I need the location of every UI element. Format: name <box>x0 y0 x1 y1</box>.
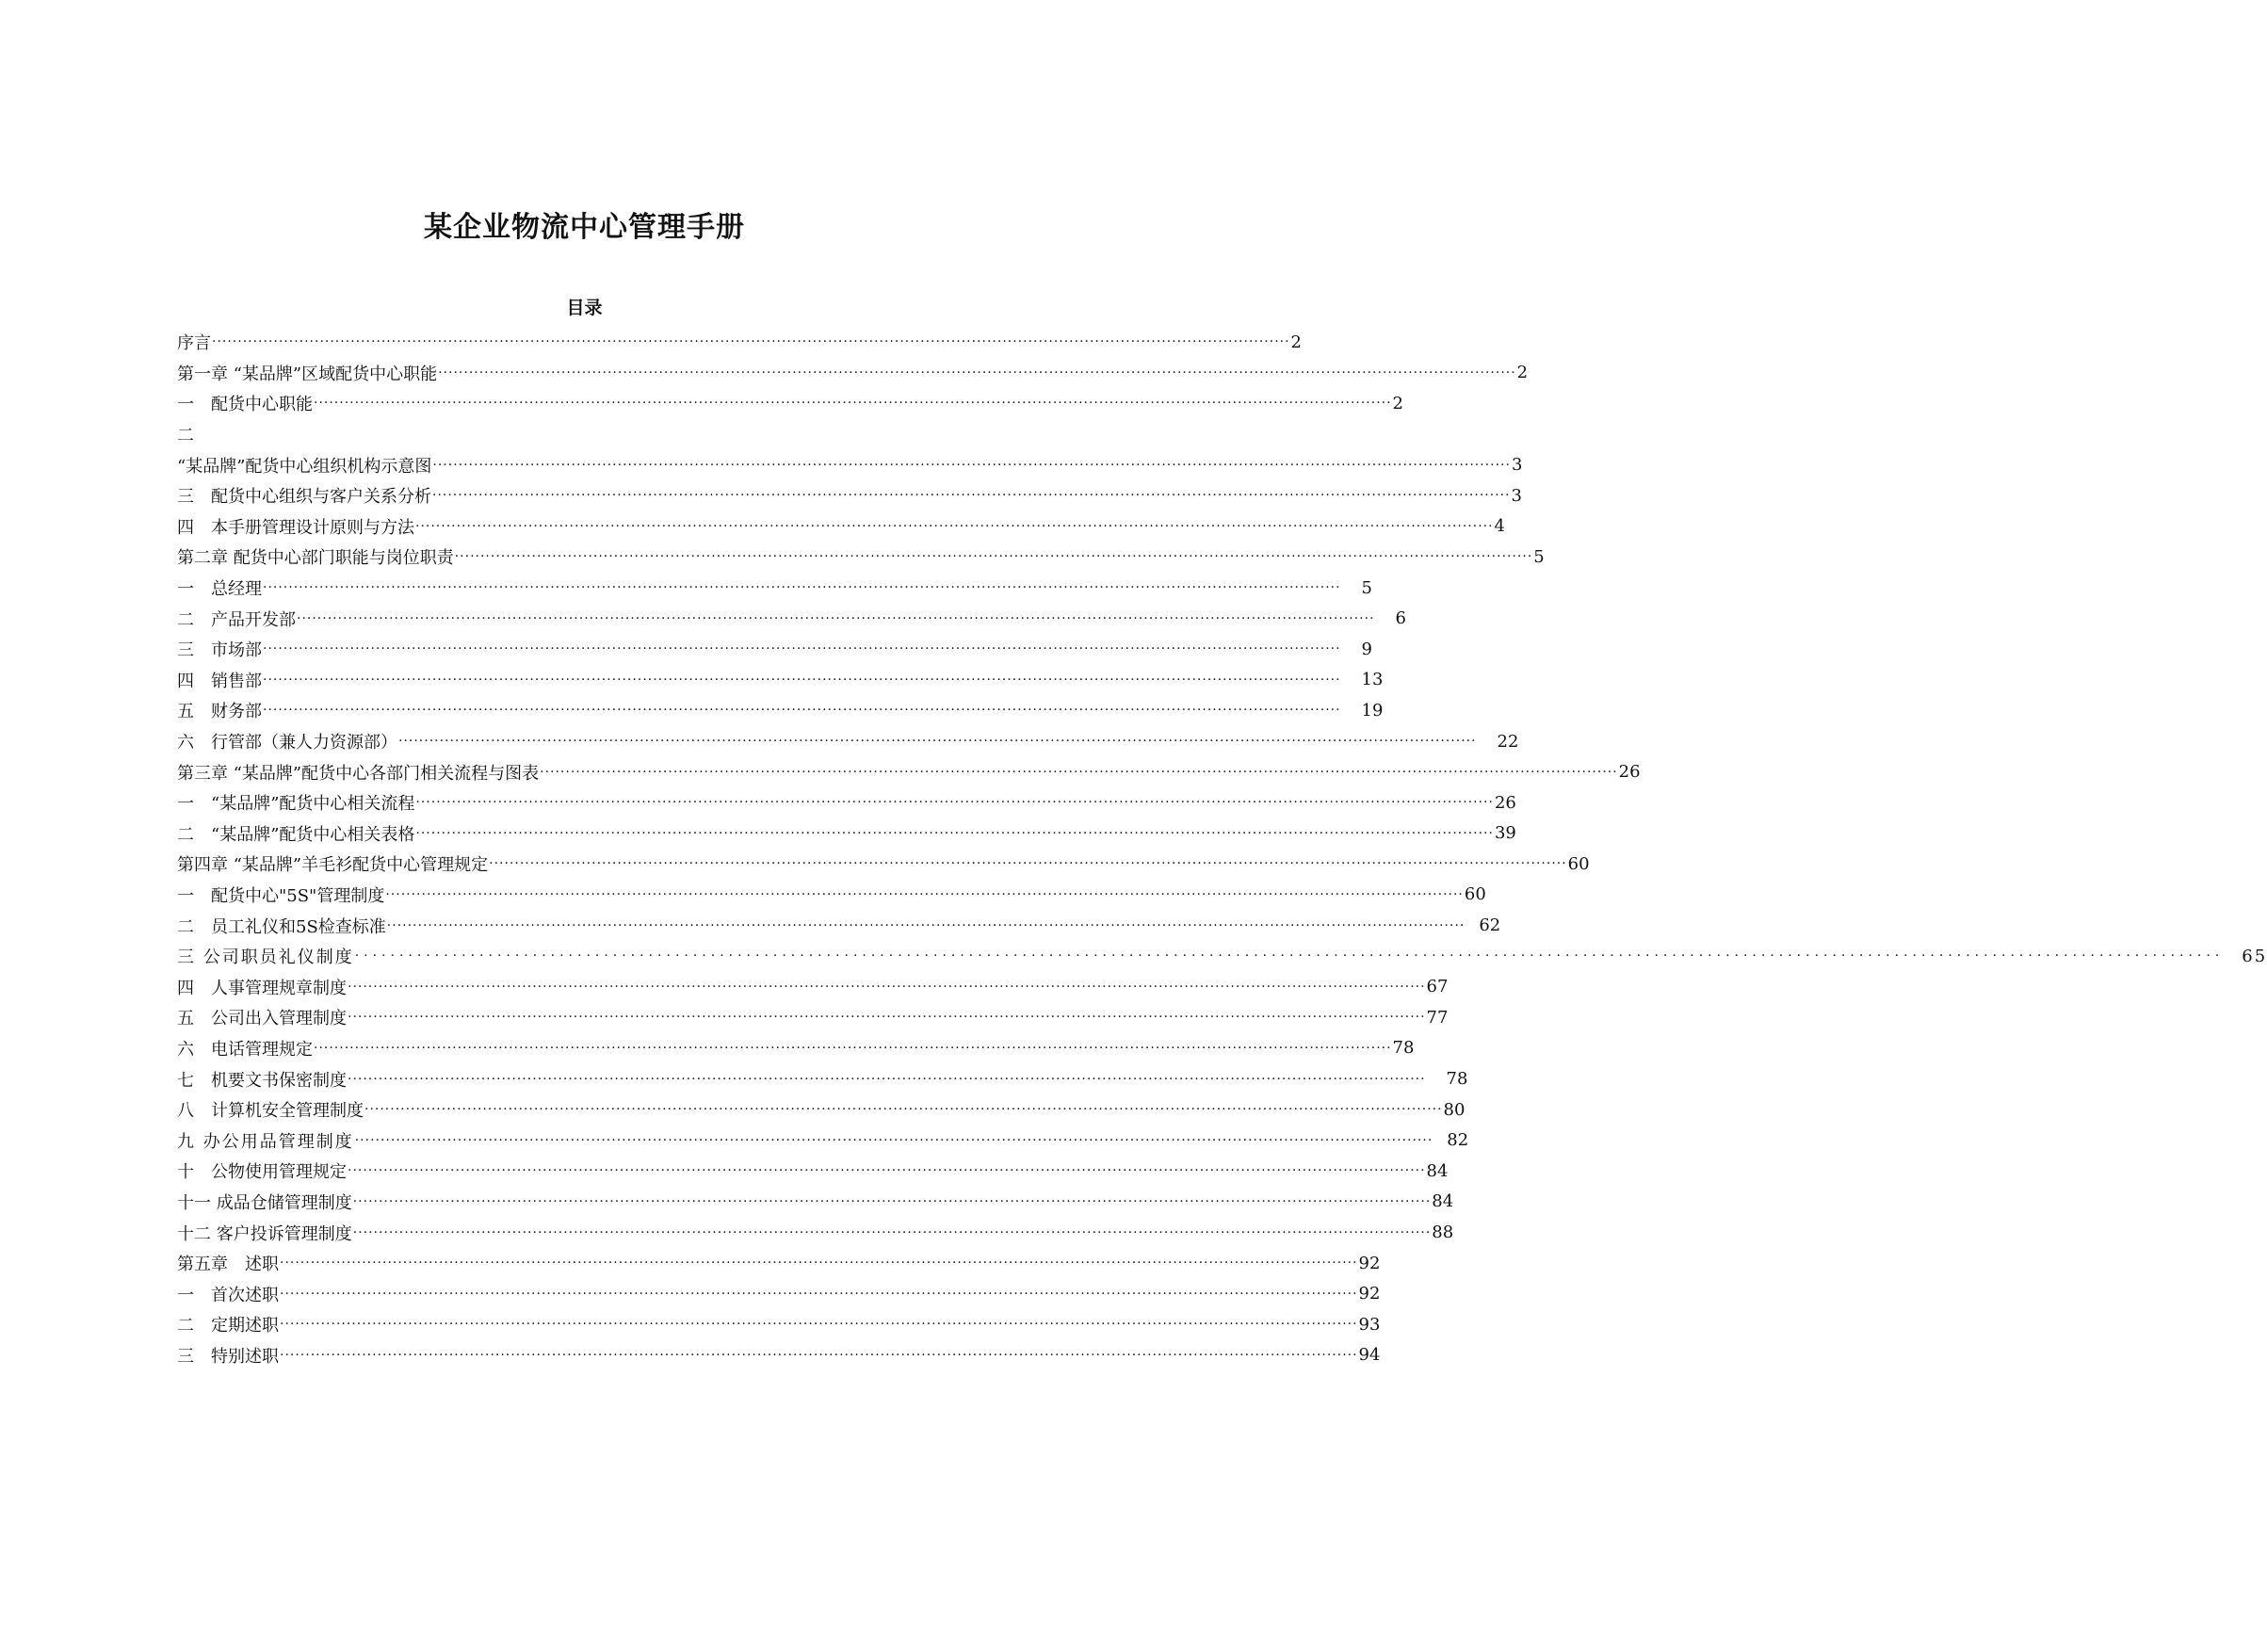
toc-entry-page: 19 <box>1361 700 1384 721</box>
dot-leader <box>280 1255 1358 1271</box>
dot-leader <box>387 918 1465 933</box>
dot-leader <box>385 887 1464 902</box>
dot-leader <box>314 396 1392 411</box>
toc-entry-page: 88 <box>1432 1223 1454 1243</box>
toc-entry[interactable] <box>177 480 1522 511</box>
toc-entry-page: 3 <box>1511 455 1523 476</box>
toc-entry-label: 五 公司出入管理制度 <box>177 1009 347 1029</box>
toc-entry-label: 一 总经理 <box>177 579 262 600</box>
toc-entry-page: 93 <box>1358 1314 1381 1335</box>
toc-entry-label: 二 “某品牌”配货中心相关表格 <box>177 824 415 845</box>
toc-entry[interactable] <box>177 1187 1454 1218</box>
toc-entry[interactable] <box>177 358 1529 389</box>
toc-entry[interactable] <box>177 818 1516 850</box>
toc-entry-page: 5 <box>1533 546 1545 567</box>
toc-entry-page: 2 <box>1516 363 1529 383</box>
dot-leader <box>364 1102 1443 1117</box>
toc-entry-label: 第四章 “某品牌”羊毛衫配货中心管理规定 <box>177 855 489 876</box>
toc-entry-page: 60 <box>1567 853 1590 874</box>
toc-entry-page: 78 <box>1446 1069 1468 1090</box>
dot-leader <box>348 1010 1426 1025</box>
toc-entry[interactable] <box>177 1156 1449 1187</box>
toc-entry[interactable] <box>177 573 1372 604</box>
toc-entry[interactable] <box>177 910 1501 941</box>
dot-leader <box>280 1317 1358 1332</box>
dot-leader <box>263 672 1341 688</box>
dot-leader <box>415 519 1494 534</box>
toc-entry[interactable] <box>177 726 1519 757</box>
toc-heading: 目录 <box>566 298 603 318</box>
toc-entry-label: 第五章 述职 <box>177 1255 279 1275</box>
toc-entry-label: 二 员工礼仪和5S检查标准 <box>177 916 386 937</box>
toc-entry[interactable] <box>177 1094 1465 1126</box>
toc-entry[interactable] <box>177 695 1384 726</box>
toc-entry-label: 十二 客户投诉管理制度 <box>177 1223 352 1244</box>
toc-entry-page: 6 <box>1395 608 1406 629</box>
toc-entry-page: 84 <box>1432 1191 1454 1212</box>
toc-entry-label: 十 公物使用管理规定 <box>177 1162 347 1183</box>
toc-entry-label: 三 市场部 <box>177 640 262 661</box>
toc-entry-label: 四 本手册管理设计原则与方法 <box>177 517 414 538</box>
toc-entry-label: 三 公司职员礼仪制度 <box>177 947 354 968</box>
toc-entry-label: 二 <box>177 426 194 446</box>
toc-entry[interactable] <box>177 1278 1381 1309</box>
toc-entry-label: 六 行管部（兼人力资源部） <box>177 733 397 753</box>
toc-entry-label: 一 配货中心职能 <box>177 395 313 415</box>
dot-leader <box>415 795 1494 810</box>
toc-entry-page: 82 <box>1447 1130 1469 1151</box>
toc-entry-label: 一 配货中心"5S"管理制度 <box>177 885 385 906</box>
toc-entry-label: 一 首次述职 <box>177 1285 279 1305</box>
toc-entry[interactable] <box>177 971 1449 1002</box>
toc-entry-label: “某品牌”配货中心组织机构示意图 <box>177 456 432 477</box>
dot-leader <box>540 765 1618 780</box>
dot-leader <box>432 458 1511 473</box>
dot-leader <box>353 1225 1432 1240</box>
dot-leader <box>432 488 1511 503</box>
toc-entry[interactable] <box>177 449 1523 480</box>
toc-entry-label: 十一 成品仓储管理制度 <box>177 1192 352 1213</box>
dot-leader <box>415 826 1494 841</box>
dot-leader <box>348 1072 1426 1087</box>
toc-entry-page: 92 <box>1358 1284 1381 1304</box>
dot-leader <box>353 1194 1432 1209</box>
toc-entry[interactable] <box>177 665 1384 696</box>
toc-entry-label: 五 财务部 <box>177 702 262 722</box>
toc-entry-page: 22 <box>1497 731 1519 752</box>
toc-entry-page: 60 <box>1464 884 1486 905</box>
toc-entry[interactable] <box>177 1340 1381 1371</box>
toc-entry-page: 80 <box>1443 1099 1465 1120</box>
dot-leader <box>355 948 2225 964</box>
dot-leader <box>263 580 1341 595</box>
toc-entry[interactable] <box>177 327 1302 358</box>
dot-leader <box>297 611 1375 626</box>
toc-entry-label: 九 办公用品管理制度 <box>177 1131 354 1152</box>
toc-entry-page: 39 <box>1494 823 1516 844</box>
toc-entry-page: 77 <box>1426 1007 1449 1028</box>
toc-entry-label: 二 产品开发部 <box>177 609 296 630</box>
toc-entry-page: 62 <box>1479 915 1501 936</box>
dot-leader <box>280 1348 1358 1363</box>
toc-entry-label: 三 特别述职 <box>177 1346 279 1367</box>
dot-leader <box>212 334 1290 349</box>
toc-entry[interactable] <box>177 1309 1381 1340</box>
toc-entry[interactable] <box>177 941 2267 972</box>
toc-entry-label: 二 定期述职 <box>177 1316 279 1336</box>
toc-entry[interactable] <box>177 1125 1469 1156</box>
toc-entry[interactable] <box>177 880 1486 911</box>
toc-entry-page: 9 <box>1361 639 1372 659</box>
toc-entry-label: 一 “某品牌”配货中心相关流程 <box>177 794 415 815</box>
toc-entry-label: 四 销售部 <box>177 671 262 691</box>
dot-leader <box>489 856 1567 871</box>
toc-entry[interactable] <box>177 1002 1449 1033</box>
toc-entry-page: 2 <box>1290 332 1302 352</box>
toc-entry-page: 5 <box>1361 577 1372 598</box>
document-title: 某企业物流中心管理手册 <box>424 211 745 244</box>
toc-entry-label: 八 计算机安全管理制度 <box>177 1101 364 1122</box>
toc-entry-label: 四 人事管理规章制度 <box>177 978 347 998</box>
dot-leader <box>398 734 1477 749</box>
dot-leader <box>263 703 1341 718</box>
toc-entry-page: 4 <box>1494 516 1505 537</box>
dot-leader <box>280 1287 1358 1302</box>
toc-entry-page: 26 <box>1618 762 1641 783</box>
toc-entry[interactable] <box>177 849 1590 880</box>
toc-entry[interactable] <box>177 787 1516 818</box>
toc-entry-page: 2 <box>1392 393 1403 413</box>
toc-entry-page: 84 <box>1426 1160 1449 1181</box>
dot-leader <box>438 365 1516 381</box>
toc-entry[interactable] <box>177 756 1641 787</box>
toc-entry[interactable] <box>177 542 1545 573</box>
toc-entry-label: 第一章 “某品牌”区域配货中心职能 <box>177 364 438 384</box>
toc-entry-page: 78 <box>1392 1038 1415 1059</box>
toc-entry-page: 94 <box>1358 1345 1381 1366</box>
toc-entry-page: 26 <box>1494 792 1516 813</box>
toc-entry-label: 六 电话管理规定 <box>177 1039 313 1060</box>
toc-entry-label: 三 配货中心组织与客户关系分析 <box>177 487 431 508</box>
table-of-contents <box>177 327 2267 1370</box>
toc-entry[interactable] <box>177 388 1403 419</box>
toc-entry-page: 3 <box>1511 485 1522 506</box>
toc-entry[interactable] <box>177 511 1505 543</box>
dot-leader <box>348 980 1426 995</box>
toc-entry-label: 序言 <box>177 333 211 354</box>
toc-entry-page: 13 <box>1361 670 1384 690</box>
dot-leader <box>314 1041 1392 1056</box>
toc-entry[interactable] <box>177 1217 1454 1248</box>
dot-leader <box>348 1163 1426 1178</box>
toc-entry-label: 第三章 “某品牌”配货中心各部门相关流程与图表 <box>177 763 540 784</box>
toc-entry[interactable] <box>177 419 1006 450</box>
toc-entry[interactable] <box>177 603 1406 634</box>
toc-entry[interactable] <box>177 634 1372 665</box>
dot-leader <box>455 549 1533 564</box>
dot-leader <box>355 1133 1433 1148</box>
toc-entry[interactable] <box>177 1033 1415 1064</box>
toc-entry-page: 65 <box>2242 946 2267 966</box>
toc-entry-label: 七 机要文书保密制度 <box>177 1070 347 1091</box>
toc-entry-label: 第二章 配货中心部门职能与岗位职责 <box>177 548 454 569</box>
toc-entry-page: 92 <box>1358 1253 1381 1273</box>
toc-entry[interactable] <box>177 1063 1468 1094</box>
toc-entry[interactable] <box>177 1248 1381 1279</box>
toc-entry-page: 67 <box>1426 977 1449 997</box>
dot-leader <box>263 641 1341 656</box>
